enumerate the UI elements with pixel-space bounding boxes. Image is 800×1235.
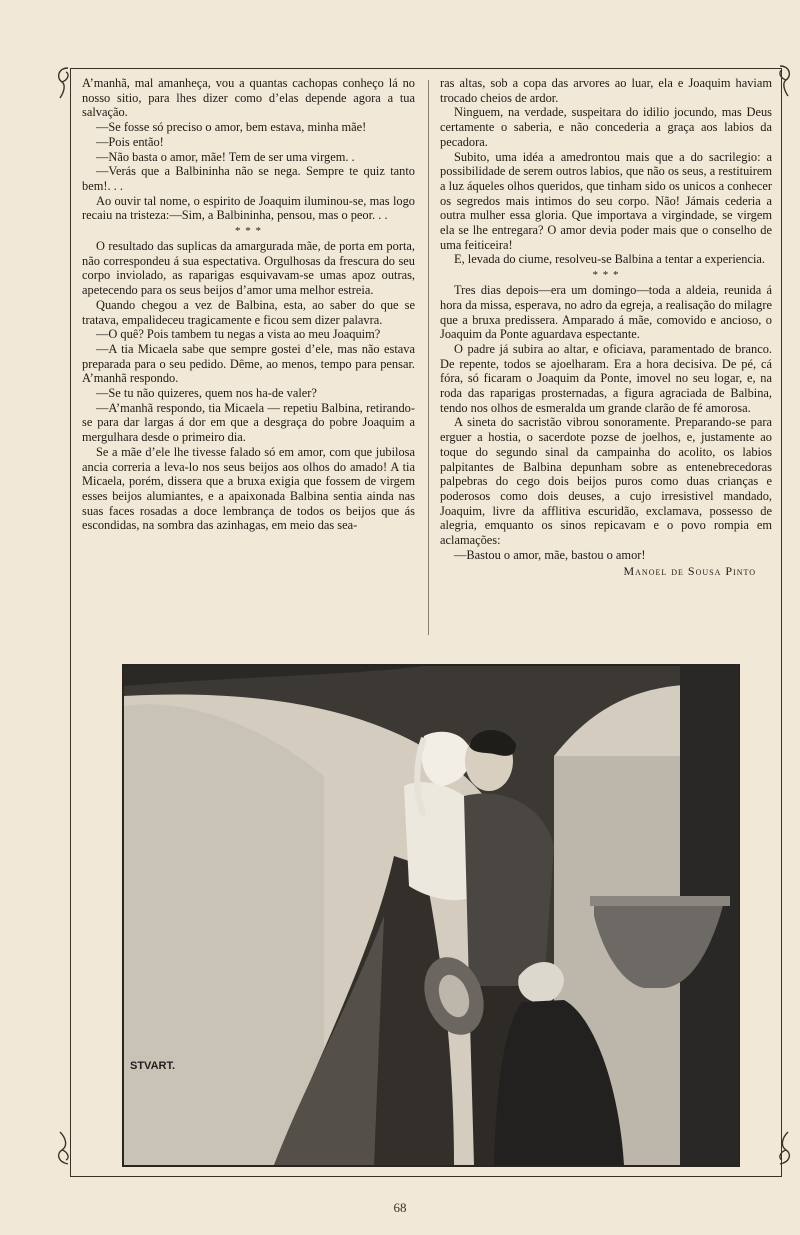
illustration-painting: [124, 666, 738, 1165]
paragraph: E, levada do ciume, resolveu-se Balbina a tentar a experiencia.: [454, 252, 766, 267]
paragraph: O resultado das suplicas da amargurada mãe, de porta em porta, não correspondeu á sua espectativa. Orgulhosas da frescura do seu corpo inviolado, as raparigas esquivavam-se umas apoz outras, apetecendo para os seus beijos d’amor uma melhor estreia.: [82, 239, 415, 298]
page-border-right: [781, 68, 782, 1176]
page-border-bottom: [70, 1176, 782, 1177]
corner-ornament-top-left-icon: [54, 64, 72, 106]
paragraph: Subito, uma idéa a amedrontou mais que a do sacrilegio: a possibilidade de serem outros labios, que não os seus, a restituirem a luz áqueles olhos queridos, que tinham sido os unicos a conhecer os segredos mais intimos do seu corpo. Não! Jámais cederia a outra mulher essa gloria. Que importava a virgindade, se virgem ela se lhe entregara? O amor devia poder mais que o conselho de uma feiticeira!: [440, 149, 772, 252]
illustration-signature: STVART.: [130, 1060, 176, 1072]
corner-ornament-bottom-left-icon: [54, 1126, 72, 1168]
article-right-column: [440, 76, 772, 578]
paragraph: Ninguem, na verdade, suspeitara do idilio jocundo, mas Deus certamente o saberia, e não concederia a graça aos labios da pecadora.: [440, 105, 772, 149]
paragraph: —A’manhã respondo, tia Micaela — repetiu Balbina, retirando-se para dar largas á dor em que a desgraça do pobre Joaquim a mergulhara desde o primeiro dia.: [82, 400, 415, 445]
paragraph: —Bastou o amor, mãe, bastou o amor!: [454, 547, 646, 562]
paragraph: A sineta do sacristão vibrou sonoramente. Preparando-se para erguer a hostia, o sacerdote pozse de joelhos, e, justamente ao toque do segundo sinal da campainha do acolito, os labios palpitantes de Balbina depunham sobre as entenebrecedoras palpebras do cego dois beijos puros como duas crianças e poderosos como dois deuses, a cujo irresistivel mandado, Joaquim, livre da afflitiva escuridão, exclamava, possesso de alegria, emquanto os sinos repicavam e o povo rompia em aclamações:: [440, 415, 772, 548]
page-border-left: [70, 68, 71, 1176]
paragraph: —O quê? Pois tambem tu negas a vista ao meu Joaquim?: [96, 327, 381, 342]
illustration: [122, 664, 740, 1167]
paragraph: —Verás que a Balbininha não se nega. Sempre te quiz tanto bem!. . .: [82, 164, 415, 193]
paragraph: —Pois então!: [96, 134, 164, 149]
paragraph: —A tia Micaela sabe que sempre gostei d’ele, mas não estava preparada para o seu pedido. Dême, ao menos, tempo para pensar. A’manhã respondo.: [82, 341, 415, 386]
page-border-top: [70, 68, 782, 69]
paragraph: —Não basta o amor, mãe! Tem de ser uma virgem. .: [96, 149, 355, 164]
article-left-column: [82, 76, 415, 533]
paragraph: Se a mãe d’ele lhe tivesse falado só em amor, com que jubilosa ancia correria a leva-lo nos seus beijos aos olhos do amado! A tia Micaela, porém, dissera que a bruxa exigia que fossem de virgem esses beijos alumiantes, e a apaixonada Balbina sentia ainda nas suas faces rosadas a doce lembrança de todos os beijos que ás escondidas, na sombra das azinhagas, em meio das sea-: [82, 444, 415, 533]
corner-ornament-bottom-right-icon: [776, 1126, 794, 1168]
paragraph: O padre já subira ao altar, e oficiava, paramentado de branco. De repente, todos se ajoelharam. Era a hora decisiva. De pé, cá fóra, só ficaram o Joaquim da Ponte, imovel no seu logar, e, na roda das raparigas prosternadas, a figura agraciada de Balbina, tendo nos olhos de esmeralda um grande clarão de fé amorosa.: [440, 341, 772, 415]
paragraph: Quando chegou a vez de Balbina, esta, ao saber do que se tratava, empalideceu tragicamente e ficou sem dizer palavra.: [82, 297, 415, 327]
paragraph: Ao ouvir tal nome, o espirito de Joaquim iluminou-se, mas logo recaiu na tristeza:—Sim, a Balbininha, pensou, mas o peor. . .: [82, 193, 415, 223]
paragraph: Tres dias depois—era um domingo—toda a aldeia, reunida á hora da missa, esperava, no adro da egreja, a realisação do milagre que a bruxa predissera. Amparado á mãe, comovido e ancioso, o Joaquim da Ponte aguardava espectante.: [440, 283, 772, 342]
page-number: 68: [393, 1200, 407, 1215]
author-signature: Manoel de Sousa Pinto: [623, 563, 756, 578]
paragraph: —Se fosse só preciso o amor, bem estava, minha mãe!: [96, 120, 367, 135]
section-break: * * *: [235, 225, 262, 238]
section-break: * * *: [592, 269, 620, 282]
paragraph: ras altas, sob a copa das arvores ao luar, ela e Joaquim haviam trocado cheios de ardor.: [440, 76, 772, 105]
corner-ornament-top-right-icon: [776, 62, 794, 104]
paragraph: A’manhã, mal amanheça, vou a quantas cachopas conheço lá no nosso sitio, para lhes dizer como d’elas depende agora a tua salvação.: [82, 76, 415, 120]
paragraph: —Se tu não quizeres, quem nos ha-de valer?: [96, 386, 317, 401]
column-divider: [428, 80, 429, 635]
